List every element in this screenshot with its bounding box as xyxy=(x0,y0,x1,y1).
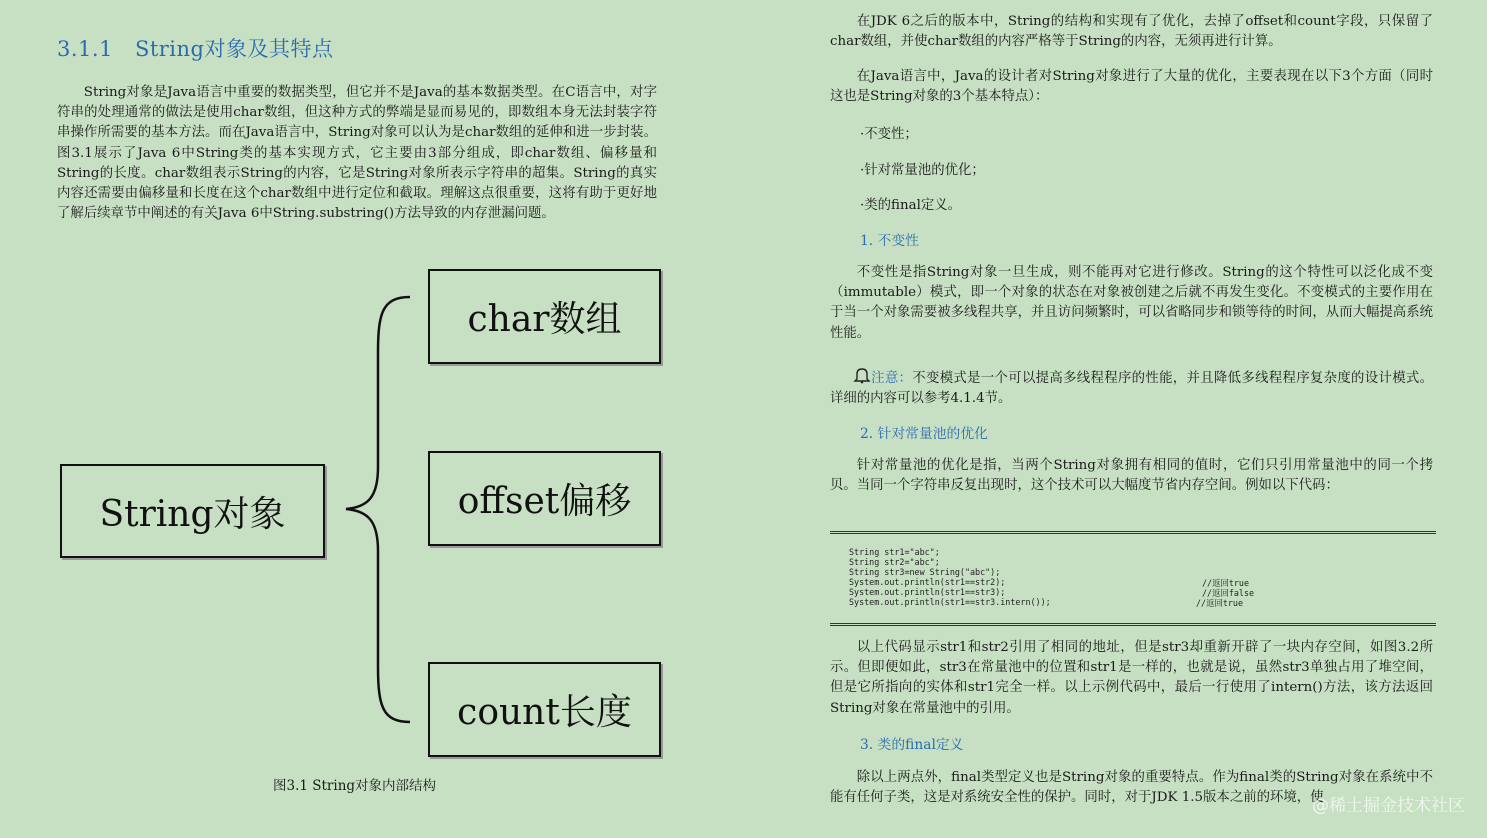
bullet-immutability: ·不变性； xyxy=(860,127,918,142)
bullet-final: ·类的final定义。 xyxy=(860,198,962,213)
code-line: System.out.println(str1==str2); xyxy=(849,577,1006,587)
note-label: 注意： xyxy=(870,371,913,386)
code-block xyxy=(830,531,1436,626)
bell-icon xyxy=(853,366,871,384)
note-paragraph xyxy=(830,366,1433,409)
diagram-part-box-count xyxy=(428,662,661,757)
code-line: String str1="abc"; xyxy=(849,547,940,557)
heading-constant-pool: 2. 针对常量池的优化 xyxy=(860,426,988,442)
section-number: 3.1.1 xyxy=(57,37,113,61)
diagram-part-box-char xyxy=(428,269,661,364)
paragraph-jdk6: 在JDK 6之后的版本中，String的结构和实现有了优化，去掉了offset和count字段，只保留了char数组，并使char数组的内容严格等于String的内容，无须再进行计算。 xyxy=(830,14,1433,50)
section-title: String对象及其特点 xyxy=(134,37,334,61)
intro-paragraph: String对象是Java语言中重要的数据类型，但它并不是Java的基本数据类型。在C语言中，对字符串的处理通常的做法是使用char数组，但这种方式的弊端是显而易见的，即数组本身无法封装字符串操作所需要的基本方法。而在Java语言中，String对象可以认为是char数组的延伸和进一步封装。图3.1展示了Java 6中String类的基本实现方式，它主要由3部分组成，即char数组、偏移量和String的长度。char数组表示String的内容，它是String对象所表示字符串的超集。String的真实内容还需要由偏移量和长度在这个char数组中进行定位和截取。理解这点很重要，这将有助于更好地了解后续章节中阐述的有关Java 6中String.substring()方法导致的内存泄漏问题。 xyxy=(57,85,657,222)
code-comment: //返回true xyxy=(1202,578,1250,588)
watermark: @稀土掘金技术社区 xyxy=(1312,796,1465,816)
code-line: System.out.println(str1==str3); xyxy=(849,587,1006,597)
code-line: String str2="abc"; xyxy=(849,557,940,567)
paragraph-code-explanation: 以上代码显示str1和str2引用了相同的地址，但是str3却重新开辟了一块内存空间，如图3.2所示。但即便如此，str3在常量池中的位置和str1是一样的，也就是说，虽然str3单独占用了堆空间，但是它所指向的实体和str1完全一样。以上示例代码中，最后一行使用了intern()方法，该方法返回String对象在常量池中的引用。 xyxy=(830,640,1433,716)
code-comment: //返回false xyxy=(1202,588,1255,598)
right-page xyxy=(800,0,1487,838)
left-page xyxy=(0,0,700,838)
figure-caption: 图3.1 String对象内部结构 xyxy=(273,778,437,794)
paragraph-optimizations: 在Java语言中，Java的设计者对String对象进行了大量的优化，主要表现在以下3个方面（同时这也是String对象的3个基本特点）： xyxy=(830,69,1433,105)
heading-immutability: 1. 不变性 xyxy=(860,233,919,249)
diagram-part-box-offset xyxy=(428,451,661,546)
bullet-constant-pool: ·针对常量池的优化； xyxy=(860,163,985,178)
diagram-root-box xyxy=(60,464,325,558)
paragraph-constant-pool: 针对常量池的优化是指，当两个String对象拥有相同的值时，它们只引用常量池中的同一个拷贝。当同一个字符串反复出现时，这个技术可以大幅度节省内存空间。例如以下代码： xyxy=(830,458,1433,494)
paragraph-immutability: 不变性是指String对象一旦生成，则不能再对它进行修改。String的这个特性可以泛化成不变（immutable）模式，即一个对象的状态在对象被创建之后就不再发生变化。不变模式的主要作用在于当一个对象需要被多线程共享，并且访问频繁时，可以省略同步和锁等待的时间，从而大幅提高系统性能。 xyxy=(830,265,1433,341)
note-text: 不变模式是一个可以提高多线程程序的性能，并且降低多线程程序复杂度的设计模式。详细的内容可以参考4.1.4节。 xyxy=(830,371,1434,407)
diagram-part-offset: offset偏移 xyxy=(457,481,632,522)
heading-final: 3. 类的final定义 xyxy=(860,737,964,753)
curly-brace xyxy=(338,292,418,727)
diagram-part-count: count长度 xyxy=(457,692,632,733)
code-line: String str3=new String("abc"); xyxy=(849,567,1001,577)
paragraph-final: 除以上两点外，final类型定义也是String对象的重要特点。作为final类的String对象在系统中不能有任何子类，这是对系统安全性的保护。同时，对于JDK 1.5版本之前的环境，使 xyxy=(830,770,1433,806)
diagram-root-label: String对象 xyxy=(99,493,286,535)
diagram-part-char: char数组 xyxy=(467,299,622,340)
code-line: System.out.println(str1==str3.intern()); xyxy=(849,597,1051,607)
code-comment: //返回true xyxy=(1196,598,1244,608)
section-heading xyxy=(57,33,334,63)
